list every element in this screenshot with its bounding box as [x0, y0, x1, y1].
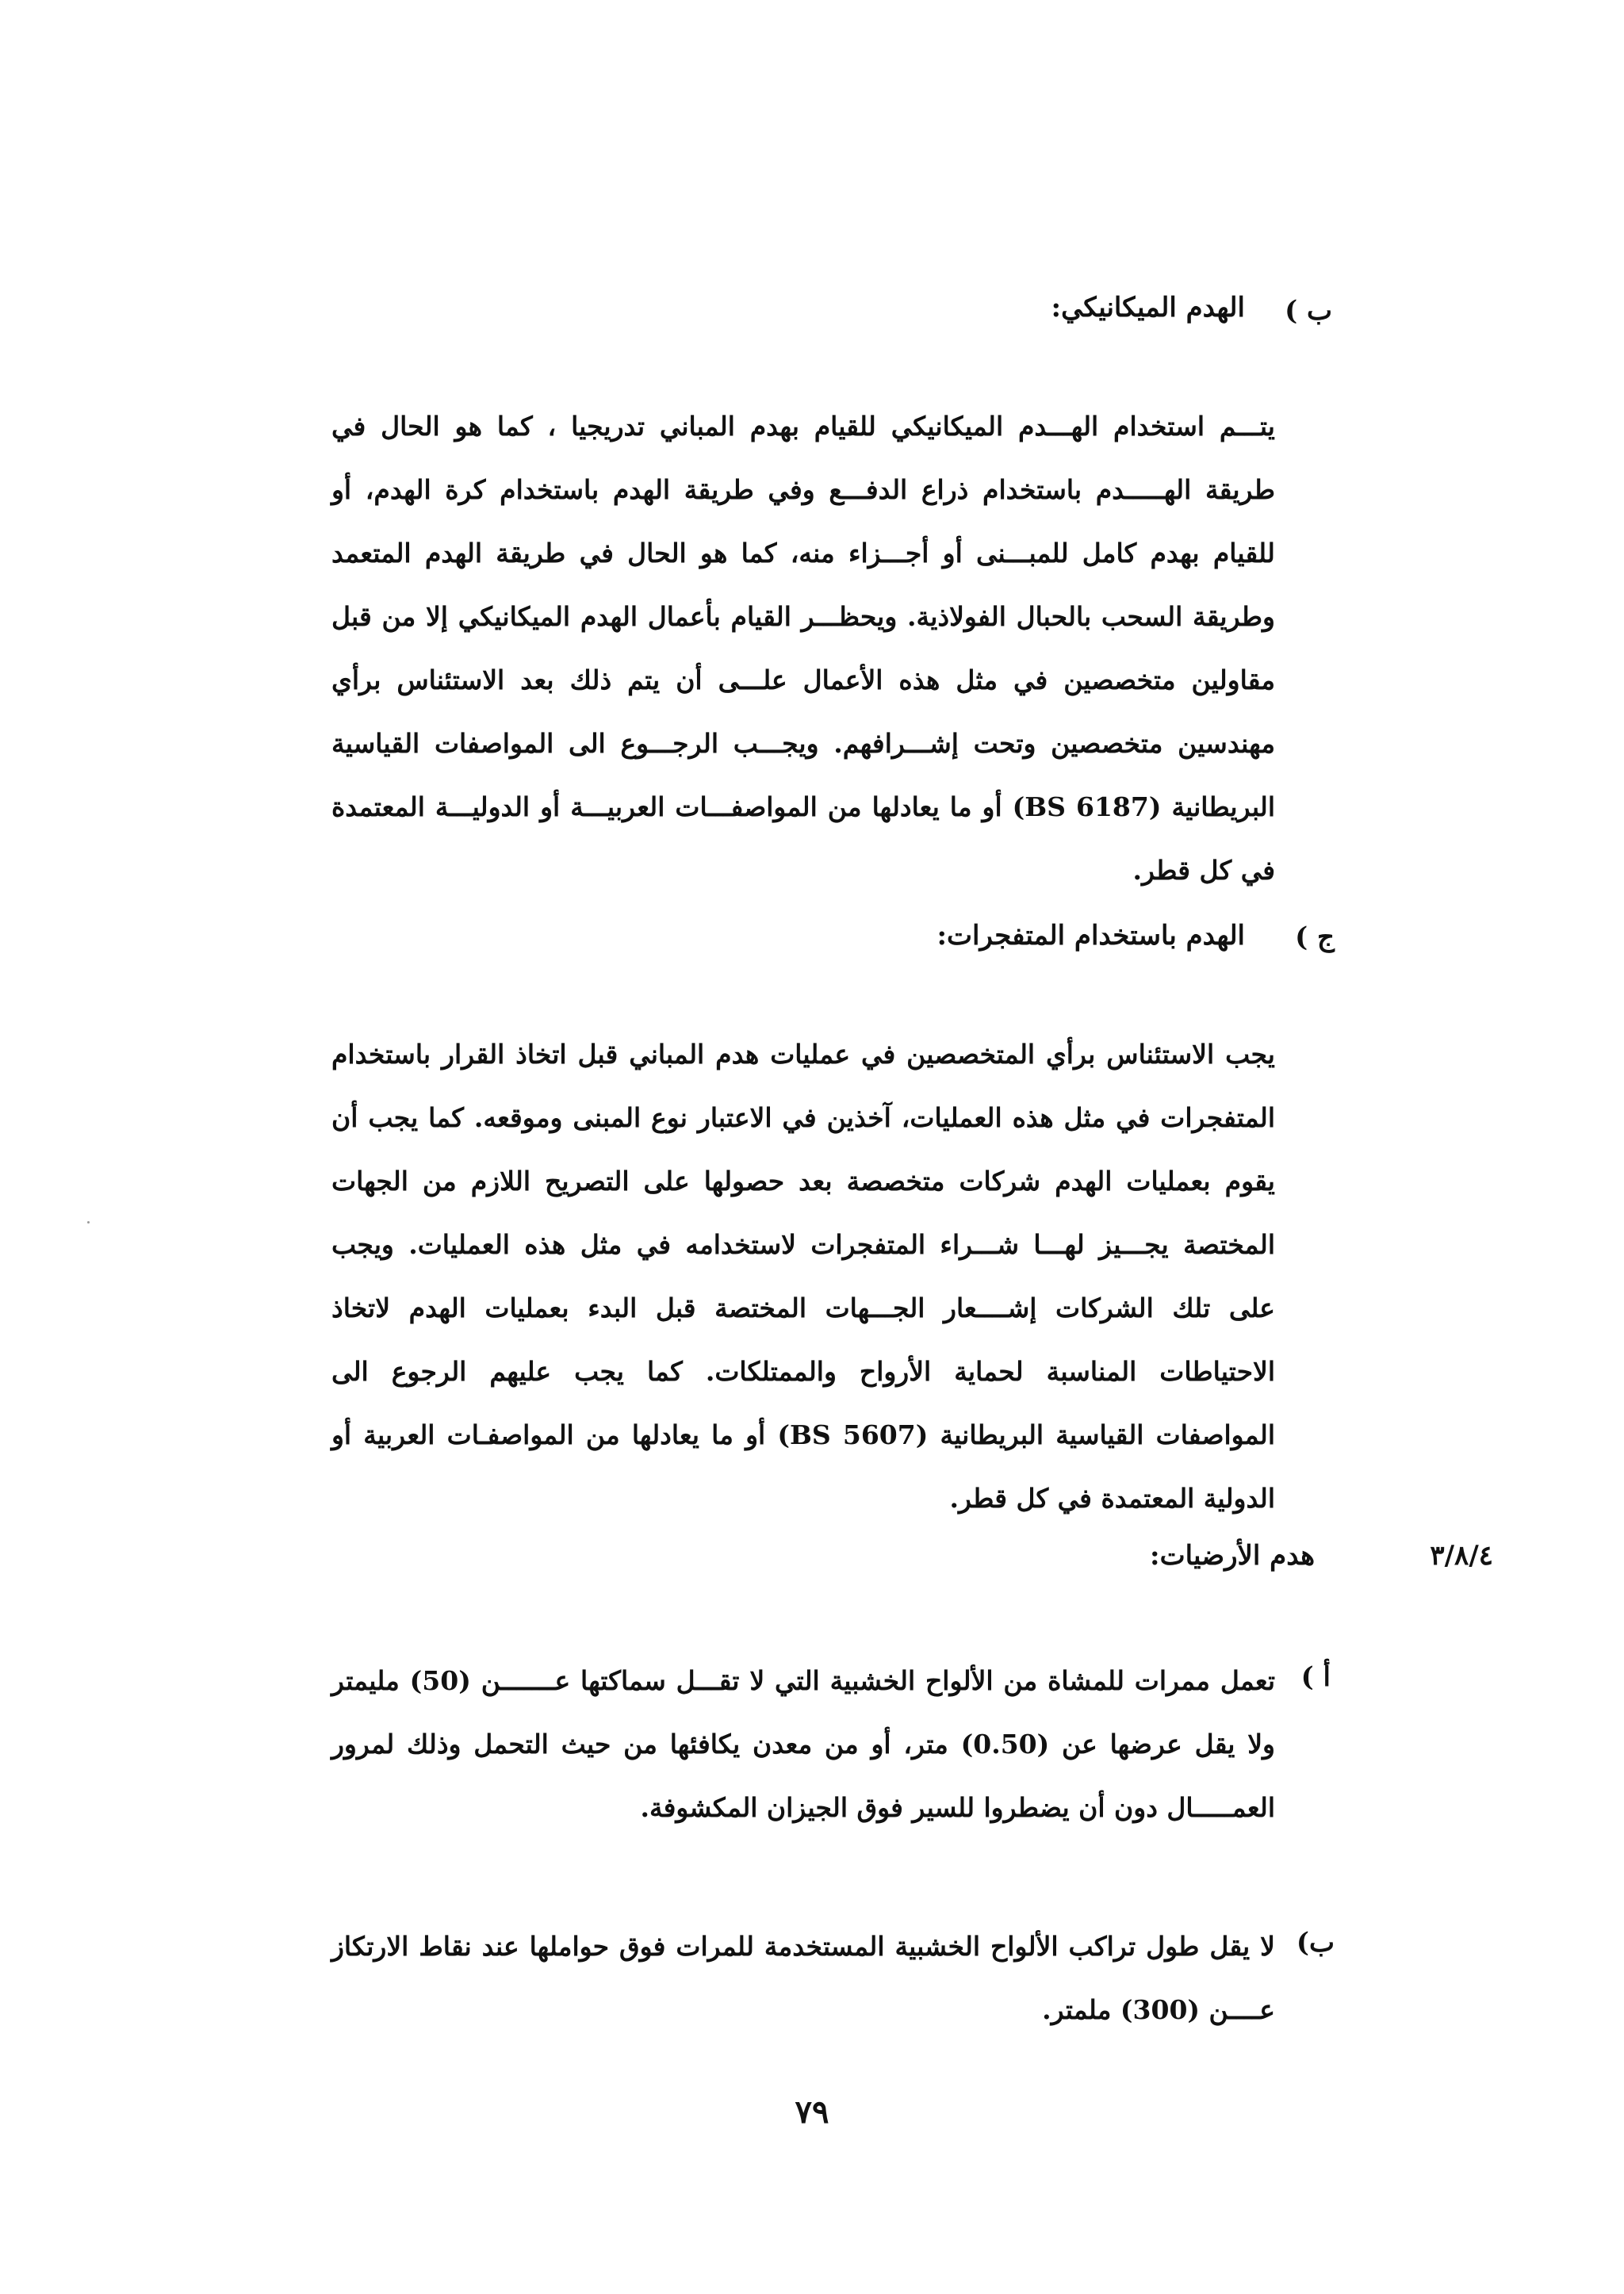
section-b-marker: ب )	[1285, 295, 1332, 327]
section-b-heading: الهدم الميكانيكي:	[1051, 292, 1245, 324]
item-a-marker: أ )	[1300, 1661, 1331, 1693]
item-b-paragraph: لا يقل طول تراكب الألواح الخشبية المستخدمة للمرات فوق حواملها عند نقاط الارتكاز عــــن (300) ملمتر.	[331, 1931, 1275, 2025]
section-b-paragraph: يتـــم استخدام الهـــدم الميكانيكي للقيام بهدم المباني تدريجيا ، كما هو الحال في طريقة الهـــــدم باستخدام ذراع الدفـــع وفي طريقة الهدم باستخدام كرة الهدم، أو للقيام بهدم كامل للمبـــنى أو أجـــزاء منه، كما هو الحال في طريقة الهدم المتعمد وطريقة السحب بالحبال الفولاذية. ويحظـــر القيام بأعمال الهدم الميكانيكي إلا من قبل مقاولين متخصصين في مثل هذه الأعمال علـــى أن يتم ذلك بعد الاستئناس برأي مهندسين متخصصين وتحت إشـــرافهم. ويجـــب الرجـــوع الى المواصفات القياسية البريطانية (BS 6187) أو ما يعادلها من المواصفـــات العربيـــة أو الدوليـــة المعتمدة في كل قطر.	[331, 411, 1276, 886]
page-number: ٧٩	[795, 2093, 829, 2131]
scan-speck	[87, 1221, 90, 1224]
section-c-heading: الهدم باستخدام المتفجرات:	[936, 920, 1245, 952]
section-c-marker: ج )	[1295, 921, 1335, 953]
section-c-paragraph: يجب الاستئناس برأي المتخصصين في عمليات هدم المباني قبل اتخاذ القرار باستخدام المتفجرات في مثل هذه العمليات، آخذين في الاعتبار نوع المبنى وموقعه. كما يجب أن يقوم بعمليات الهدم شركات متخصصة بعد حصولها على التصريح اللازم من الجهات المختصة يجـــيز لهـــا شـــراء المتفجرات لاستخدامه في مثل هذه العمليات. ويجب على تلك الشركات إشــــعار الجـــهات المختصة قبل البدء بعمليات الهدم لاتخاذ الاحتياطات المناسبة لحماية الأرواح والممتلكات. كما يجب عليهم الرجوع الى المواصفات القياسية البريطانية (BS 5607) أو ما يعادلها من المواصفـات العربية أو الدولية المعتمدة في كل قطر.	[331, 1039, 1275, 1514]
section-number: ٣/٨/٤	[1430, 1540, 1493, 1572]
item-a-paragraph: تعمل ممرات للمشاة من الألواح الخشبية التي لا تقـــل سماكتها عـــــــن (50) مليمتر ولا يقل عرضها عن (0.50) متر، أو من معدن يكافئها من حيث التحمل وذلك لمرور العمـــــال دون أن يضطروا للسير فوق الجيزان المكشوفة.	[331, 1665, 1276, 1823]
section-348-heading: هدم الأرضيات:	[1150, 1540, 1315, 1572]
item-b-marker: ب)	[1296, 1927, 1335, 1959]
